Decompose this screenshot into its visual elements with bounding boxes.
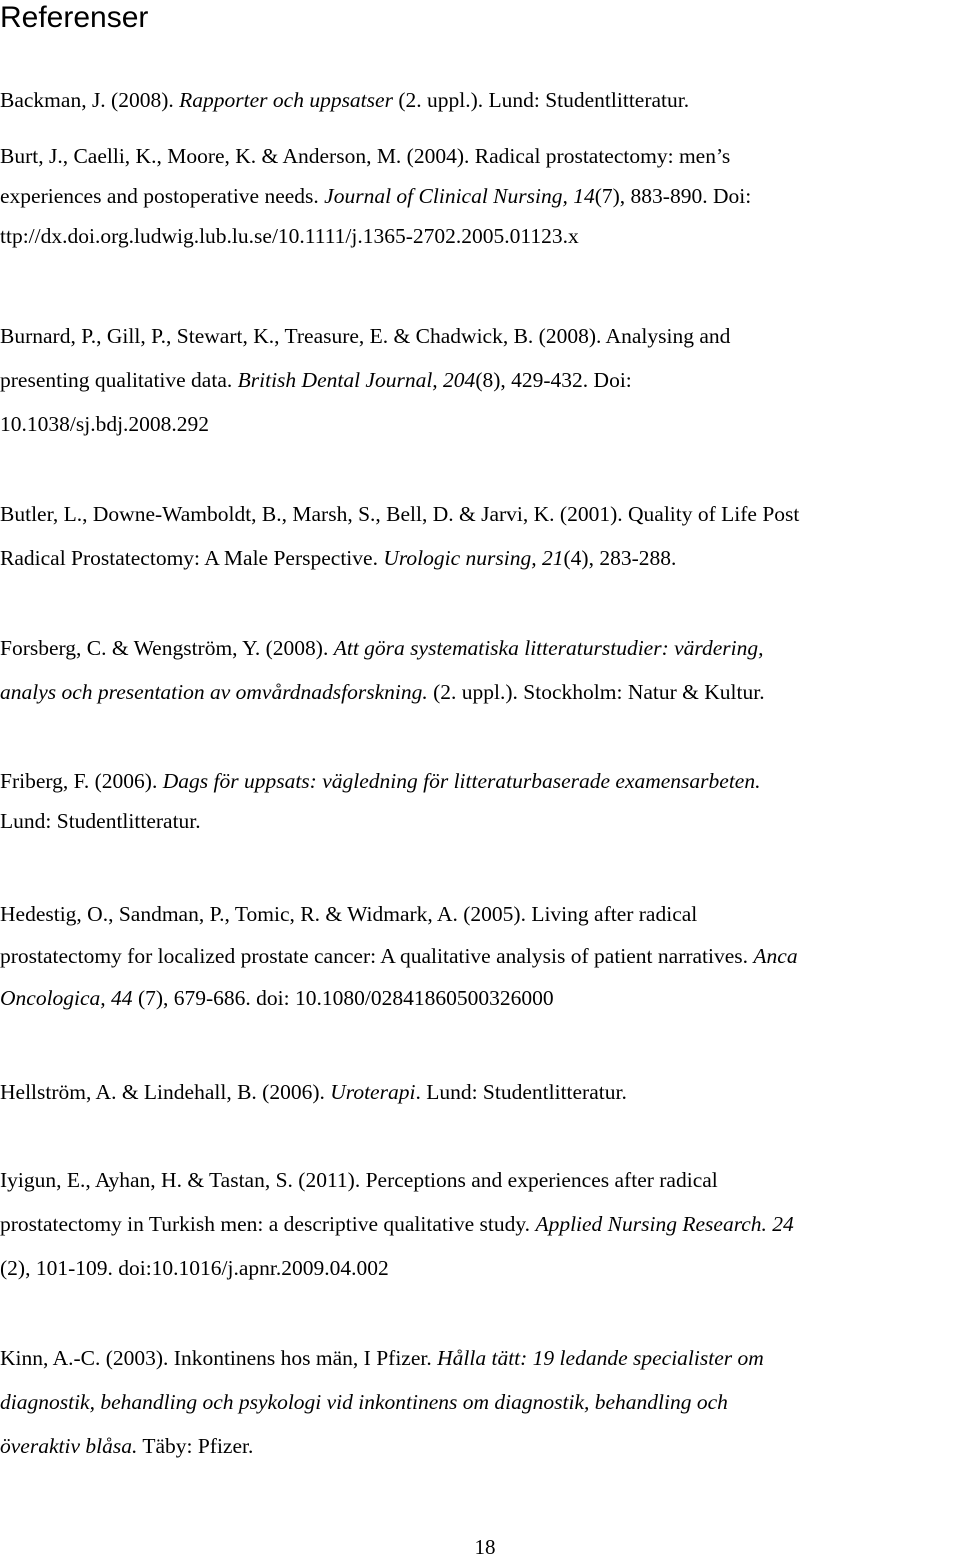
reference-text: (2. uppl.). Lund: Studentlitteratur. xyxy=(392,88,690,112)
reference-text: Friberg, F. (2006). xyxy=(0,769,163,793)
reference-text: Forsberg, C. & Wengström, Y. (2008). xyxy=(0,636,334,660)
reference-line xyxy=(0,670,960,714)
reference-line xyxy=(0,492,960,536)
reference-entry xyxy=(0,78,960,122)
reference-line xyxy=(0,761,960,801)
reference-text: prostatectomy for localized prostate cancer: A qualitative analysis of patient narratives. xyxy=(0,944,754,968)
reference-line xyxy=(0,1424,960,1468)
reference-text: Butler, L., Downe-Wamboldt, B., Marsh, S., Bell, D. & Jarvi, K. (2001). Quality of Life Post xyxy=(0,502,800,526)
reference-italic-text: British Dental Journal, 204 xyxy=(237,368,476,392)
reference-text: (7), 679-686. doi: 10.1080/02841860500326000 xyxy=(132,986,554,1010)
reference-line xyxy=(0,1380,960,1424)
reference-text: Burnard, P., Gill, P., Stewart, K., Treasure, E. & Chadwick, B. (2008). Analysing and xyxy=(0,324,731,348)
reference-line xyxy=(0,977,960,1019)
reference-italic-text: Journal of Clinical Nursing, 14 xyxy=(324,184,595,208)
page-number: 18 xyxy=(474,1535,496,1559)
reference-text: Kinn, A.-C. (2003). Inkontinens hos män, I Pfizer. xyxy=(0,1346,438,1370)
reference-line xyxy=(0,935,960,977)
reference-text: 10.1038/sj.bdj.2008.292 xyxy=(0,412,210,436)
reference-text: Hedestig, O., Sandman, P., Tomic, R. & Widmark, A. (2005). Living after radical xyxy=(0,902,698,926)
reference-italic-text: överaktiv blåsa. xyxy=(0,1434,138,1458)
reference-line xyxy=(0,893,960,935)
reference-line xyxy=(0,1246,960,1290)
reference-text: (2. uppl.). Stockholm: Natur & Kultur. xyxy=(427,680,765,704)
reference-text: Täby: Pfizer. xyxy=(137,1434,254,1458)
reference-line xyxy=(0,78,960,122)
reference-italic-text: diagnostik, behandling och psykologi vid inkontinens om diagnostik, behandling och xyxy=(0,1390,728,1414)
reference-italic-text: Uroterapi xyxy=(330,1080,416,1104)
reference-text: Lund: Studentlitteratur. xyxy=(0,809,201,833)
reference-text: (4), 283-288. xyxy=(563,546,677,570)
reference-entry xyxy=(0,136,960,256)
reference-entry xyxy=(0,626,960,714)
reference-text: . Lund: Studentlitteratur. xyxy=(415,1080,627,1104)
page-heading: Referenser xyxy=(0,1,149,34)
reference-text: Burt, J., Caelli, K., Moore, K. & Anderson, M. (2004). Radical prostatectomy: men’s xyxy=(0,144,731,168)
reference-line xyxy=(0,402,960,446)
reference-italic-text: Urologic nursing, 21 xyxy=(383,546,564,570)
reference-italic-text: Att göra systematiska litteraturstudier: värdering, xyxy=(333,636,764,660)
reference-line xyxy=(0,1336,960,1380)
reference-text: experiences and postoperative needs. xyxy=(0,184,325,208)
reference-text: (8), 429-432. Doi: xyxy=(475,368,632,392)
reference-text: Iyigun, E., Ayhan, H. & Tastan, S. (2011). Perceptions and experiences after radical xyxy=(0,1168,718,1192)
reference-line xyxy=(0,216,960,256)
reference-italic-text: Oncologica, 44 xyxy=(0,986,133,1010)
reference-italic-text: Hålla tätt: 19 ledande specialister om xyxy=(437,1346,764,1370)
reference-italic-text: Applied Nursing Research. 24 xyxy=(535,1212,794,1236)
reference-line xyxy=(0,358,960,402)
reference-line xyxy=(0,1070,960,1114)
reference-line xyxy=(0,626,960,670)
reference-italic-text: Dags för uppsats: vägledning för litteraturbaserade examensarbeten. xyxy=(162,769,761,793)
reference-text: Backman, J. (2008). xyxy=(0,88,180,112)
reference-text: Radical Prostatectomy: A Male Perspective. xyxy=(0,546,384,570)
reference-text: ttp://dx.doi.org.ludwig.lub.lu.se/10.1111/j.1365-2702.2005.01123.x xyxy=(0,224,579,248)
reference-text: prostatectomy in Turkish men: a descriptive qualitative study. xyxy=(0,1212,536,1236)
reference-text: (2), 101-109. doi:10.1016/j.apnr.2009.04.002 xyxy=(0,1256,389,1280)
reference-entry xyxy=(0,1070,960,1114)
reference-italic-text: analys och presentation av omvårdnadsforskning. xyxy=(0,680,428,704)
reference-text: presenting qualitative data. xyxy=(0,368,238,392)
reference-text: (7), 883-890. Doi: xyxy=(594,184,752,208)
reference-entry xyxy=(0,1336,960,1468)
reference-line xyxy=(0,314,960,358)
reference-entry xyxy=(0,492,960,580)
reference-entry xyxy=(0,1158,960,1290)
reference-italic-text: Anca xyxy=(753,944,798,968)
reference-italic-text: Rapporter och uppsatser xyxy=(179,88,393,112)
reference-entry xyxy=(0,314,960,446)
reference-line xyxy=(0,1202,960,1246)
reference-entry xyxy=(0,761,960,841)
reference-entry xyxy=(0,893,960,1019)
reference-text: Hellström, A. & Lindehall, B. (2006). xyxy=(0,1080,331,1104)
reference-line xyxy=(0,136,960,176)
reference-line xyxy=(0,536,960,580)
reference-line xyxy=(0,176,960,216)
reference-line xyxy=(0,801,960,841)
reference-line xyxy=(0,1158,960,1202)
